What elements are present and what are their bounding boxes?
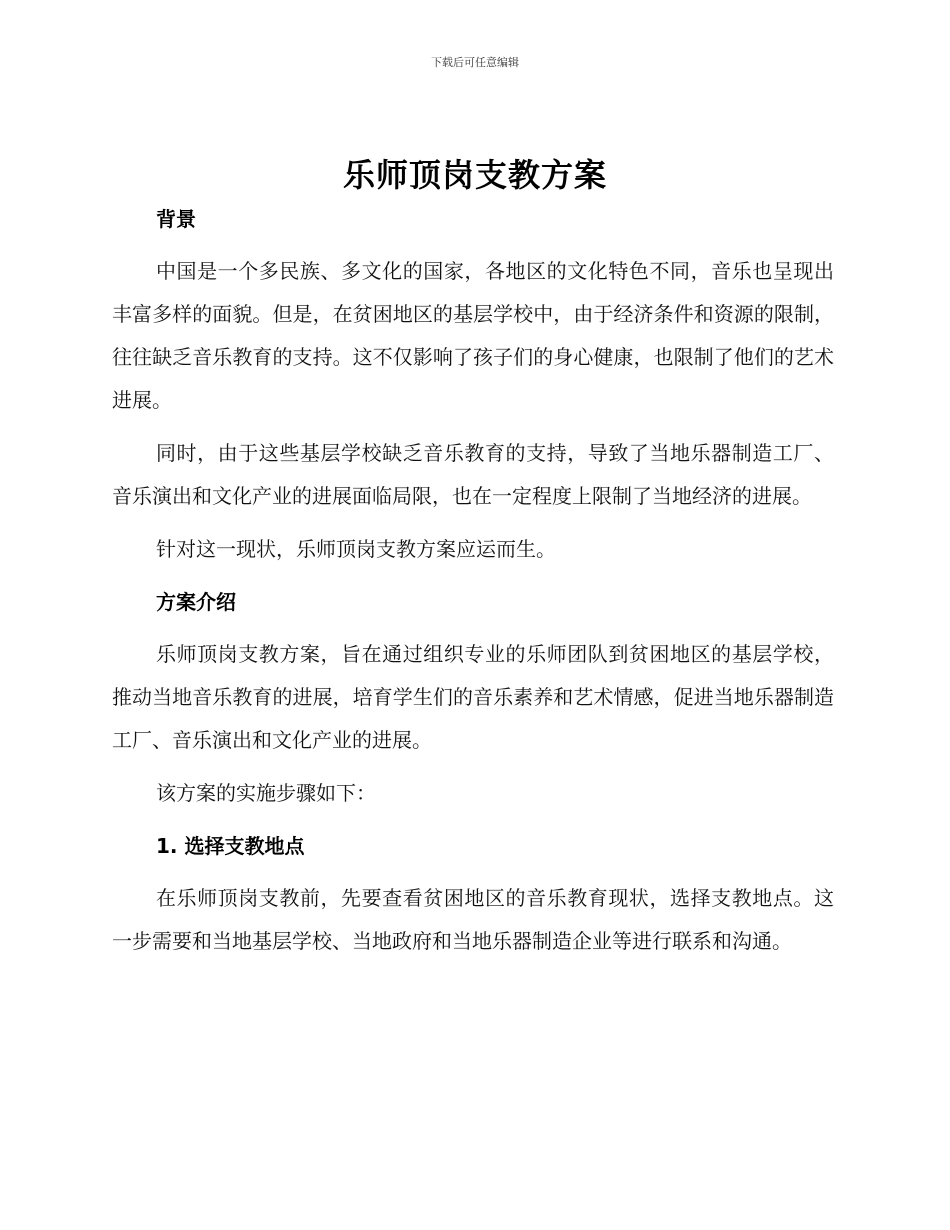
paragraph: 针对这一现状，乐师顶岗支教方案应运而生。 [156,537,556,561]
paragraph: 中国是一个多民族、多文化的国家，各地区的文化特色不同，音乐也呈现出丰富多样的面貌。但是，在贫困地区的基层学校中，由于经济条件和资源的限制，往往缺乏音乐教育的支持。这不仅影响了孩子们的身心健康，也限制了他们的艺术进展。 [112,259,834,412]
document-body [112,198,834,973]
paragraph: 该方案的实施步骤如下： [156,781,376,805]
section-heading-background: 背景 [156,207,196,231]
page-header: 下载后可任意编辑 [431,56,519,69]
section-heading-step-1: 1. 选择支教地点 [156,834,305,858]
paragraph: 乐师顶岗支教方案，旨在通过组织专业的乐师团队到贫困地区的基层学校，推动当地音乐教育的进展，培育学生们的音乐素养和艺术情感，促进当地乐器制造工厂、音乐演出和文化产业的进展。 [112,642,834,752]
paragraph: 同时，由于这些基层学校缺乏音乐教育的支持，导致了当地乐器制造工厂、音乐演出和文化产业的进展面临局限，也在一定程度上限制了当地经济的进展。 [112,441,834,508]
paragraph: 在乐师顶岗支教前，先要查看贫困地区的音乐教育现状，选择支教地点。这一步需要和当地基层学校、当地政府和当地乐器制造企业等进行联系和沟通。 [112,886,834,953]
document-title: 乐师顶岗支教方案 [342,156,607,194]
section-heading-plan-introduction: 方案介绍 [156,590,236,614]
